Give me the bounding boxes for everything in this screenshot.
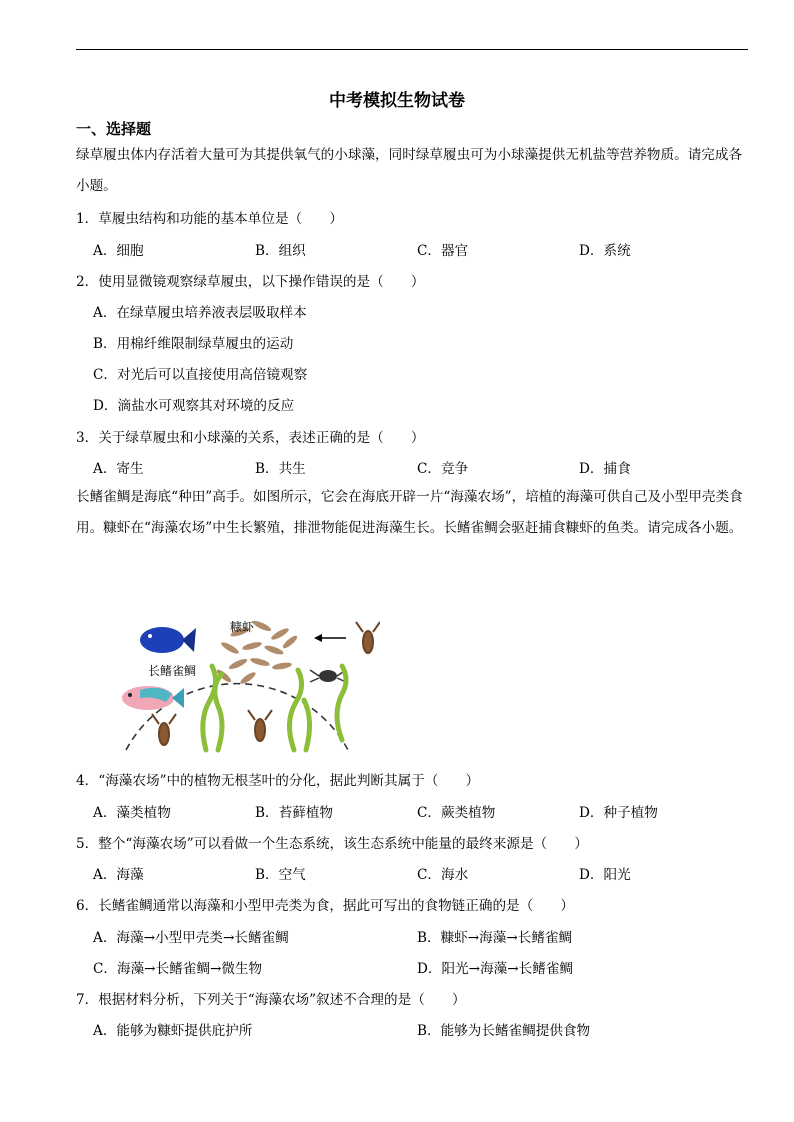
q1-option-c: C．器官 [417, 243, 469, 259]
q2-option-a: A．在绿草履虫培养液表层吸取样本 [93, 305, 307, 321]
question-5: 5．整个“海藻农场”可以看做一个生态系统，该生态系统中能量的最终来源是（ ） [76, 836, 588, 852]
question-2: 2．使用显微镜观察绿草履虫，以下操作错误的是（ ） [76, 274, 425, 290]
q1-option-b: B．组织 [255, 243, 306, 259]
question-1: 1．草履虫结构和功能的基本单位是（ ） [76, 211, 343, 227]
q1-option-d: D．系统 [579, 243, 631, 259]
q6-option-a: A．海藻→小型甲壳类→长鳍雀鲷 [93, 930, 289, 946]
q4-option-a: A．藻类植物 [93, 805, 171, 821]
fish-label: 长鳍雀鲷 [148, 664, 197, 678]
q2-option-d: D．滴盐水可观察其对环境的反应 [93, 398, 295, 414]
q6-option-c: C．海藻→长鳍雀鲷→微生物 [93, 961, 263, 977]
q6-option-b: B．糠虾→海藻→长鳍雀鲷 [417, 930, 573, 946]
q4-option-c: C．蕨类植物 [417, 805, 496, 821]
q3-option-b: B．共生 [255, 461, 306, 477]
q5-option-a: A．海藻 [93, 867, 144, 883]
q4-option-b: B．苔藓植物 [255, 805, 333, 821]
parrotfish-icon [122, 686, 184, 710]
question-6: 6．长鳍雀鲷通常以海藻和小型甲壳类为食，据此可写出的食物链正确的是（ ） [76, 898, 575, 914]
q5-option-d: D．阳光 [579, 867, 631, 883]
blue-fish-icon [140, 627, 196, 653]
question-4: 4．“海藻农场”中的植物无根茎叶的分化，据此判断其属于（ ） [76, 773, 480, 789]
crab-icon [310, 670, 346, 682]
question-3: 3．关于绿草履虫和小球藻的关系，表述正确的是（ ） [76, 430, 425, 446]
page-title: 中考模拟生物试卷 [329, 91, 465, 111]
q2-option-b: B．用棉纤维限制绿草履虫的运动 [93, 336, 294, 352]
question-7: 7．根据材料分析，下列关于“海藻农场”叙述不合理的是（ ） [76, 992, 466, 1008]
q3-option-c: C．竞争 [417, 461, 469, 477]
section-heading: 一、选择题 [76, 120, 152, 138]
q1-option-a: A．细胞 [93, 243, 144, 259]
q5-option-b: B．空气 [255, 867, 306, 883]
intro-paragraph-1: 绿草履虫体内存活着大量可为其提供氧气的小球藻，同时绿草履虫可为小球藻提供无机盐等营养物质。请完成各小题。 [76, 147, 743, 194]
shrimp-label: 糠虾 [230, 620, 255, 634]
q4-option-d: D．种子植物 [579, 805, 658, 821]
shrimp-swarm-icon [215, 619, 299, 686]
q7-option-a: A．能够为糠虾提供庇护所 [93, 1023, 253, 1039]
arrow-icon [314, 634, 346, 642]
intro-paragraph-2: 长鳍雀鲷是海底“种田”高手。如图所示，它会在海底开辟一片“海藻农场”，培植的海藻可供自己及小型甲壳类食用。糠虾在“海藻农场”中生长繁殖，排泄物能促进海藻生长。长鳍雀鲷会驱赶捕食糠虾的鱼类。请完成各小题。 [76, 489, 743, 536]
sea-farm-figure [110, 590, 380, 754]
q6-option-d: D．阳光→海藻→长鳍雀鲷 [417, 961, 574, 977]
crayfish-bottom-icon [152, 710, 272, 745]
q5-option-c: C．海水 [417, 867, 469, 883]
q2-option-c: C．对光后可以直接使用高倍镜观察 [93, 367, 308, 383]
q3-option-a: A．寄生 [93, 461, 144, 477]
q3-option-d: D．捕食 [579, 461, 631, 477]
header-rule [76, 49, 748, 50]
q7-option-b: B．能够为长鳍雀鲷提供食物 [417, 1023, 591, 1039]
crayfish-icon [356, 622, 380, 653]
